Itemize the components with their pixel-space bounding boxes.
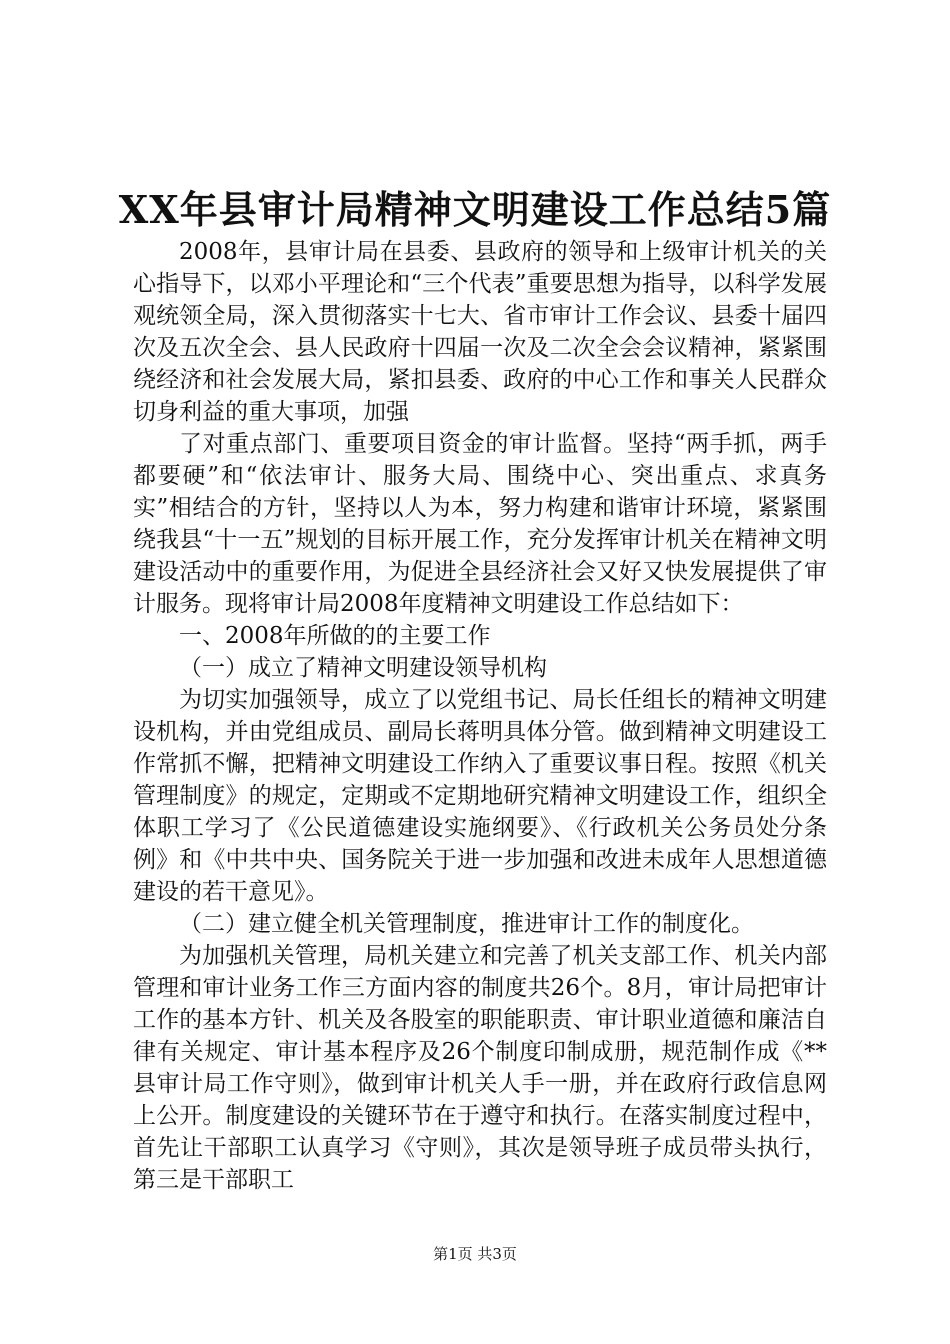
paragraph-intro: 2008年，县审计局在县委、县政府的领导和上级审计机关的关心指导下，以邓小平理论和“三个代表”重要思想为指导，以科学发展观统领全局，深入贯彻落实十七大、省市审计工作会议、县委十届四次及五次全会、县人民政府十四届一次及二次全会会议精神，紧紧围绕经济和社会发展大局，紧扣县委、政府的中心工作和事关人民群众切身利益的重大事项，加强 [133,239,827,425]
subsection-heading-1: （一）成立了精神文明建设领导机构 [179,655,547,681]
paragraph-leadership: 为切实加强领导，成立了以党组书记、局长任组长的精神文明建设机构，并由党组成员、副局长蒋明具体分管。做到精神文明建设工作常抓不懈，把精神文明建设工作纳入了重要议事日程。按照《机关管理制度》的规定，定期或不定期地研究精神文明建设工作，组织全体职工学习了《公民道德建设实施纲要》、《行政机关公务员处分条例》和《中共中央、国务院关于进一步加强和改进未成年人思想道德建设的若干意见》。 [133,687,827,905]
paragraph-management-system: 为加强机关管理，局机关建立和完善了机关支部工作、机关内部管理和审计业务工作三方面内容的制度共26个。8月，审计局把审计工作的基本方针、机关及各股室的职能职责、审计职业道德和廉洁自律有关规定、审计基本程序及26个制度印制成册，规范制作成《**县审计局工作守则》，做到审计机关人手一册，并在政府行政信息网上公开。制度建设的关键环节在于遵守和执行。在落实制度过程中，首先让干部职工认真学习《守则》，其次是领导班子成员带头执行，第三是干部职工 [133,943,827,1193]
document-body [133,236,827,1196]
subsection-heading-2: （二）建立健全机关管理制度，推进审计工作的制度化。 [179,911,754,937]
section-heading-main-work: 一、2008年所做的的主要工作 [179,623,491,649]
paragraph-continuation: 了对重点部门、重要项目资金的审计监督。坚持“两手抓，两手都要硬”和“依法审计、服务大局、围绕中心、突出重点、求真务实”相结合的方针，坚持以人为本，努力构建和谐审计环境，紧紧围绕我县“十一五”规划的目标开展工作，充分发挥审计机关在精神文明建设活动中的重要作用，为促进全县经济社会又好又快发展提供了审计服务。现将审计局2008年度精神文明建设工作总结如下： [133,431,827,617]
document-title: XX年县审计局精神文明建设工作总结5篇 [118,187,832,232]
page-footer: 第1页 共3页 [433,1245,517,1263]
